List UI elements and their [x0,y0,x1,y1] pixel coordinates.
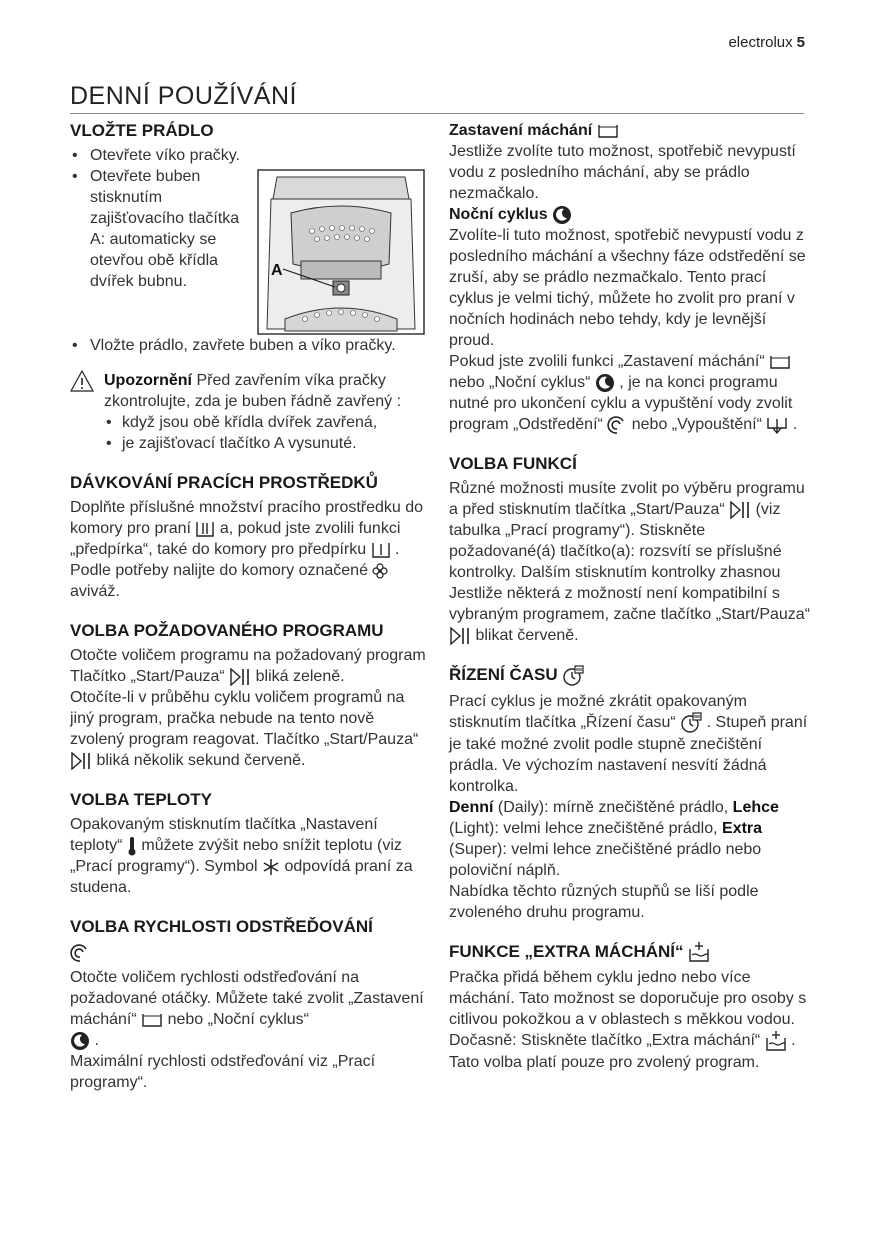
rinse-hold-icon [141,1012,163,1028]
warning-icon [70,370,94,392]
list-item: • Otevřete víko pračky. [70,145,245,166]
page-header [728,34,805,51]
spin-text-3: . [94,1032,99,1049]
title-divider [70,113,804,114]
brand-name: electrolux [728,34,793,51]
light-label: Lehce [732,798,779,816]
extra-rinse-text-3: . Tato volba platí pouze pro zvolený program. [449,1032,796,1072]
section-time [449,664,811,923]
time-manager-icon [562,665,584,687]
prewash-icon [371,542,391,558]
time-text-3: Nabídka těchto různých stupňů se liší podle zvoleného druhu programu. [449,882,759,921]
daily-label: Denní [449,798,494,816]
temperature-text-2: můžete zvýšit nebo snížit teplotu (viz „Prací programy“). Symbol [70,837,402,875]
start-pause-icon [729,501,751,519]
dosing-text-3: . Podle potřeby nalijte do komory označené [70,541,400,579]
loading-steps [70,145,245,335]
functions-text-1: Různé možnosti musíte zvolit po výběru programu a před stisknutím tlačítka „Start/Pauza“ [449,480,805,518]
start-pause-icon [449,627,471,645]
extra-text: (Super): velmi lehce znečištěné prádlo nebo poloviční náplň. [449,840,762,879]
heading-night: Noční cyklus [449,206,548,223]
daily-text: (Daily): mírně znečištěné prádlo, [497,798,729,816]
night-text-5: nebo „Vypouštění“ [631,416,762,433]
cold-icon [262,858,280,876]
program-text-4: bliká několik sekund červeně. [96,752,306,769]
night-cycle-icon [552,205,572,225]
heading-functions: VOLBA FUNKCÍ [449,454,577,473]
section-program [70,620,430,771]
night-text-2: Pokud jste zvolili funkci „Zastavení máchání“ [449,353,765,370]
light-text: (Light): velmi lehce znečištěné prádlo, [449,819,718,837]
program-text-3: Otočíte-li v průběhu cyklu voličem programů na jiný program, pračka nebude na tento nově zvolený program reagovat. Tlačítko „Start/Pauza“ [70,689,419,748]
list-item: • Otevřete buben stisknutím zajišťovacího tlačítka A: automaticky se otevřou obě křídla dvířek bubnu. [70,166,245,292]
rinse-hold-text: Jestliže zvolíte tuto možnost, spotřebič nevypustí vodu z posledního máchání, aby se prádlo nezmačkalo. [449,143,796,202]
section-functions [449,453,811,646]
main-wash-icon [195,521,215,537]
night-cycle-icon [70,1031,90,1051]
night-text-4: , je na konci programu nutné pro ukončení cyklu a vypuštění vody zvolit program „Odstředění“ [449,374,793,433]
spin-icon [70,943,90,963]
warning-label: Upozornění [104,372,192,389]
list-item: • je zajišťovací tlačítko A vysunuté. [104,433,430,454]
drum-illustration [257,169,425,335]
figure-label-a: A [271,262,283,279]
night-text-1: Zvolíte-li tuto možnost, spotřebič nevypustí vodu z posledního máchání a všechny fáze odstředění se zruší, aby se prádlo nezmačkalo. Tento prací cyklus je velmi tichý, můžete ho zvolit pro praní v nočních hodinách nebo tehdy, kdy je levnější proud. [449,227,806,349]
heading-rinse-hold: Zastavení máchání [449,122,593,139]
extra-rinse-icon [688,941,710,963]
section-night [449,204,811,435]
section-extra-rinse [449,941,811,1074]
heading-program: VOLBA POŽADOVANÉHO PROGRAMU [70,621,384,640]
warning-text: Před zavřením víka pračky zkontrolujte, zda je buben řádně zavřený : [104,372,402,410]
heading-temperature: VOLBA TEPLOTY [70,790,212,809]
spin-icon [607,415,627,435]
rinse-hold-icon [769,354,791,370]
heading-time: ŘÍZENÍ ČASU [449,665,558,684]
section-loading [70,120,430,454]
softener-icon [372,563,388,579]
heading-dosing: DÁVKOVÁNÍ PRACÍCH PROSTŘEDKŮ [70,473,378,492]
extra-rinse-text-1: Pračka přidá během cyklu jedno nebo více máchání. Tato možnost se doporučuje pro osoby s citlivou pokožkou a v oblastech s měkkou vodou. [449,969,807,1029]
time-manager-icon [680,712,702,734]
section-spin [70,916,430,1093]
temperature-text-1: Opakovaným stisknutím tlačítka „Nastavení teploty“ [70,816,378,854]
list-item: • Vložte prádlo, zavřete buben a víko pračky. [70,335,430,356]
thermometer-icon [127,836,137,856]
warning-note [70,370,430,454]
program-text-1: Otočte voličem programu na požadovaný program Tlačítko „Start/Pauza“ [70,647,426,685]
page-title: DENNÍ POUŽÍVÁNÍ [70,82,297,110]
heading-extra-rinse: FUNKCE „EXTRA MÁCHÁNÍ“ [449,941,684,961]
time-text-2: . Stupeň praní je také možné zvolit podle stupně znečištění prádla. Ve výchozím nastavení nesvítí žádná kontrolka. [449,713,808,795]
start-pause-icon [229,668,251,686]
extra-rinse-text-2: Dočasně: Stiskněte tlačítko „Extra máchání“ [449,1032,761,1050]
list-item: • když jsou obě křídla dvířek zavřená, [104,412,430,433]
spin-text-2: nebo „Noční cyklus“ [167,1011,309,1028]
dosing-text-1: Doplňte příslušné množství pracího prostředku do komory pro praní [70,499,424,537]
loading-steps-cont [70,335,430,356]
program-text-2: bliká zeleně. [255,668,345,685]
heading-spin: VOLBA RYCHLOSTI ODSTŘEĎOVÁNÍ [70,917,373,936]
extra-label: Extra [722,819,763,837]
spin-text-4: Maximální rychlosti odstřeďování viz „Prací programy“. [70,1053,376,1091]
extra-rinse-icon [765,1030,787,1052]
dosing-text-4: aviváž. [70,583,120,600]
night-text-3: nebo „Noční cyklus“ [449,374,591,391]
spin-text-1: Otočte voličem rychlosti odstřeďování na požadované otáčky. Můžete také zvolit „Zastavení máchání“ [70,969,424,1028]
left-column [70,120,430,1111]
temperature-text-3: odpovídá praní za studena. [70,858,413,896]
page-number: 5 [796,34,805,51]
right-column [449,120,811,1091]
section-rinse-hold [449,120,811,204]
rinse-hold-icon [597,123,619,139]
night-text-6: . [792,416,798,433]
section-dosing [70,472,430,602]
night-cycle-icon [595,373,615,393]
heading-loading: VLOŽTE PRÁDLO [70,121,214,140]
functions-text-3: blikat červeně. [475,627,579,644]
start-pause-icon [70,752,92,770]
section-temperature [70,789,430,898]
dosing-text-2: a, pokud jste zvolili funkci „předpírka“, také do komory pro předpírku [70,520,401,558]
drain-icon [766,416,788,434]
functions-text-2: (viz tabulka „Prací programy“). Stiskněte požadované(á) tlačítko(a): rozsvítí se příslušné kontrolky. Dalším stisknutím kontrolky zhasnou Jestliže některá z možností není kompatibilní s vybraným programem, začne tlačítko „Start/Pauza“ [449,501,811,623]
time-text-1: Prací cyklus je možné zkrátit opakovaným stisknutím tlačítka „Řízení času“ [449,692,747,731]
